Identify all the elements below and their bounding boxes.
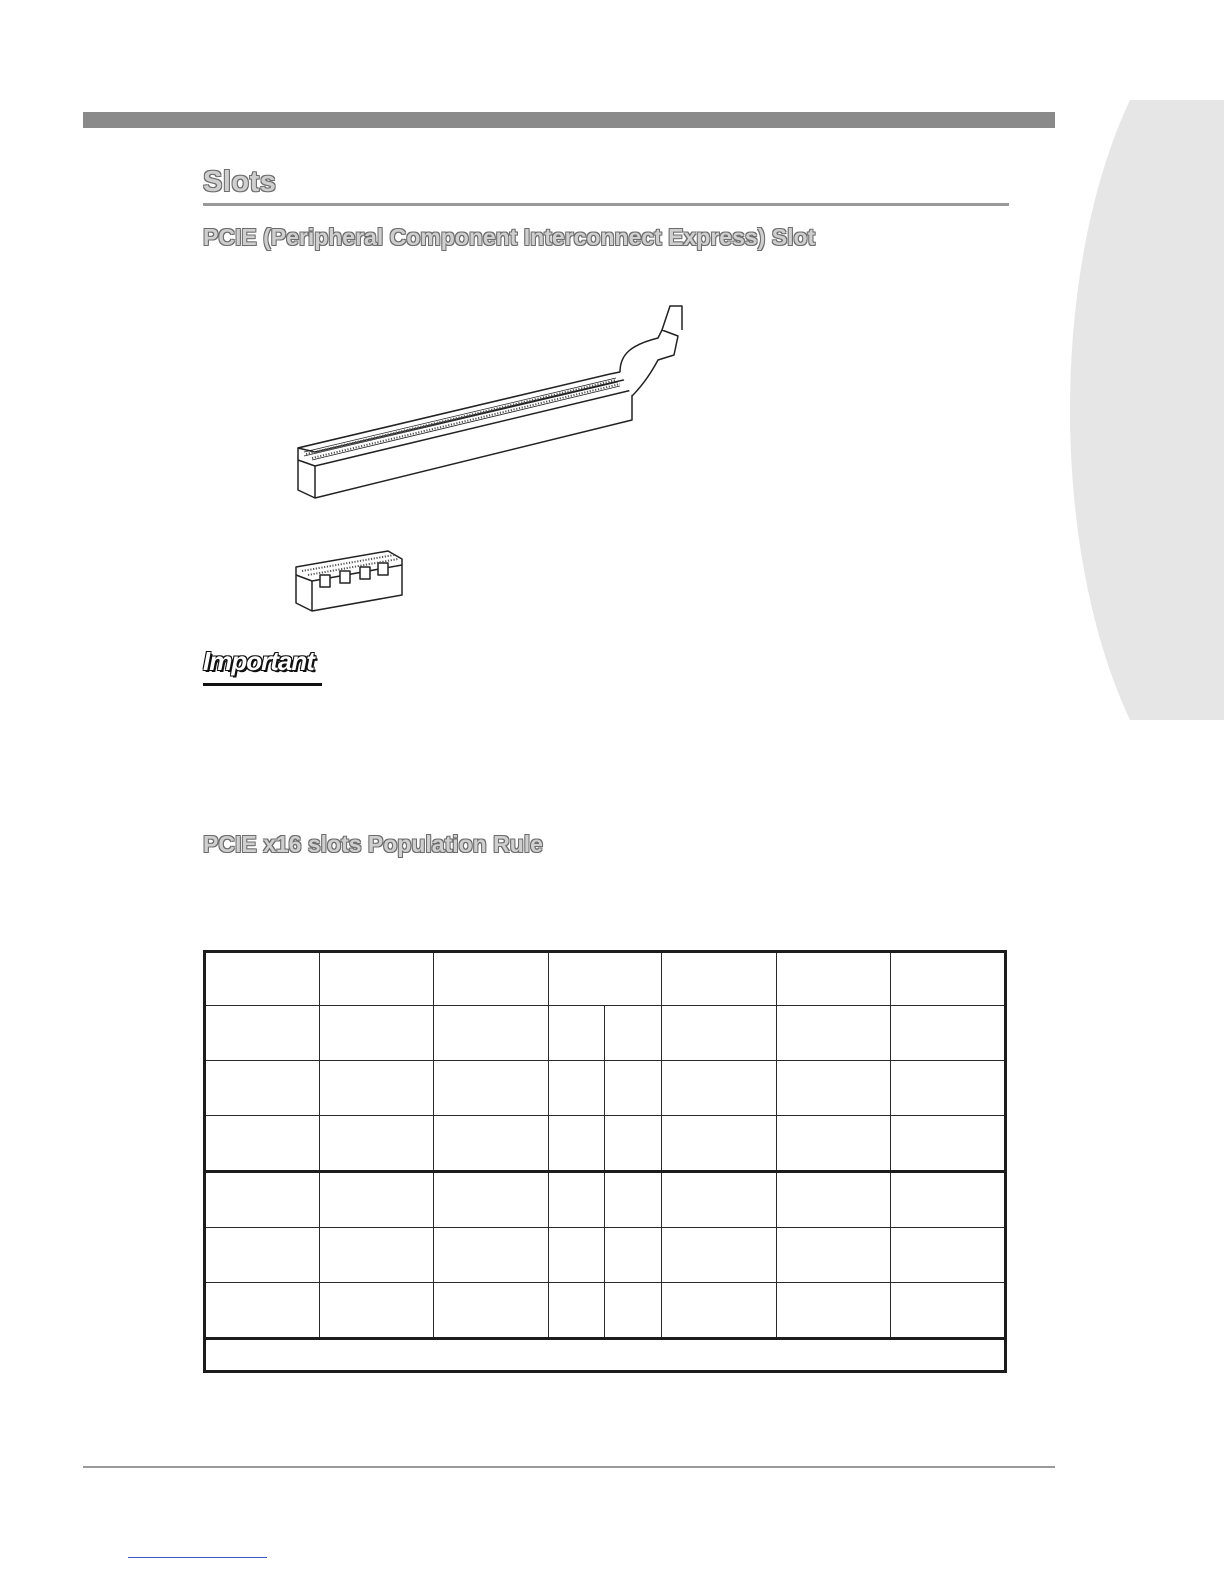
table-cell (205, 1172, 320, 1228)
table-cell (891, 1228, 1006, 1283)
important-underline (203, 683, 322, 686)
table-cell (205, 1283, 320, 1339)
footer-rule (83, 1466, 1055, 1468)
table-cell (434, 1172, 549, 1228)
table-cell (205, 1006, 320, 1061)
table-cell (319, 1228, 434, 1283)
table-cell (434, 1283, 549, 1339)
pcie-x1-slot-illustration (290, 545, 410, 615)
table-cell (891, 1061, 1006, 1116)
table-cell (605, 1116, 662, 1172)
table-cell (319, 1283, 434, 1339)
table-cell (319, 1061, 434, 1116)
table-cell (662, 1006, 777, 1061)
table-cell (662, 952, 777, 1006)
table-footer-row (205, 1339, 1006, 1372)
table-row (205, 1228, 1006, 1283)
table-cell (434, 1116, 549, 1172)
table-cell (776, 1172, 891, 1228)
table-row (205, 1006, 1006, 1061)
table-cell (548, 1006, 605, 1061)
header-bar (83, 112, 1055, 128)
table-cell (662, 1061, 777, 1116)
table-cell (605, 1006, 662, 1061)
footer-link-underline[interactable] (128, 1557, 267, 1558)
table-cell (776, 1116, 891, 1172)
table-cell (605, 1172, 662, 1228)
table-row (205, 1172, 1006, 1228)
table-cell (891, 952, 1006, 1006)
table-cell (205, 1228, 320, 1283)
table-cell (662, 1228, 777, 1283)
table-cell (662, 1283, 777, 1339)
table-cell (776, 1006, 891, 1061)
table-cell (319, 1006, 434, 1061)
table-footer-cell (205, 1339, 1006, 1372)
table-row (205, 1283, 1006, 1339)
table-cell (891, 1006, 1006, 1061)
table-cell (891, 1116, 1006, 1172)
pcie-slot-heading: PCIE (Peripheral Component Interconnect Express) Slot (203, 224, 816, 250)
section-title: Slots (203, 166, 277, 198)
population-rule-heading: PCIE x16 slots Population Rule (203, 831, 543, 857)
important-label: Important (203, 646, 314, 676)
table-cell (548, 1172, 605, 1228)
table-cell (548, 1061, 605, 1116)
table-cell (776, 952, 891, 1006)
table-row (205, 1116, 1006, 1172)
table-cell (891, 1283, 1006, 1339)
title-rule (203, 203, 1009, 206)
table-cell (605, 1228, 662, 1283)
table-cell (776, 1228, 891, 1283)
table-header-row (205, 952, 1006, 1006)
table-cell (434, 1228, 549, 1283)
table-row (205, 1061, 1006, 1116)
table-cell (662, 1172, 777, 1228)
table-cell (319, 1116, 434, 1172)
population-rule-table (203, 950, 1007, 1373)
table-cell (434, 952, 549, 1006)
pcie-x16-slot-illustration (290, 300, 700, 505)
table-cell (776, 1283, 891, 1339)
table-cell (776, 1061, 891, 1116)
table-cell (662, 1116, 777, 1172)
table-cell (548, 1228, 605, 1283)
table-cell (548, 1283, 605, 1339)
table-cell (205, 1061, 320, 1116)
table-cell (319, 1172, 434, 1228)
table-cell (891, 1172, 1006, 1228)
table-cell (434, 1061, 549, 1116)
table-cell (548, 1116, 605, 1172)
chapter-side-tab (1040, 100, 1224, 720)
table-cell (605, 1283, 662, 1339)
table-cell (205, 952, 320, 1006)
table-cell (548, 952, 662, 1006)
table-cell (434, 1006, 549, 1061)
table-cell (205, 1116, 320, 1172)
table-cell (605, 1061, 662, 1116)
table-cell (319, 952, 434, 1006)
